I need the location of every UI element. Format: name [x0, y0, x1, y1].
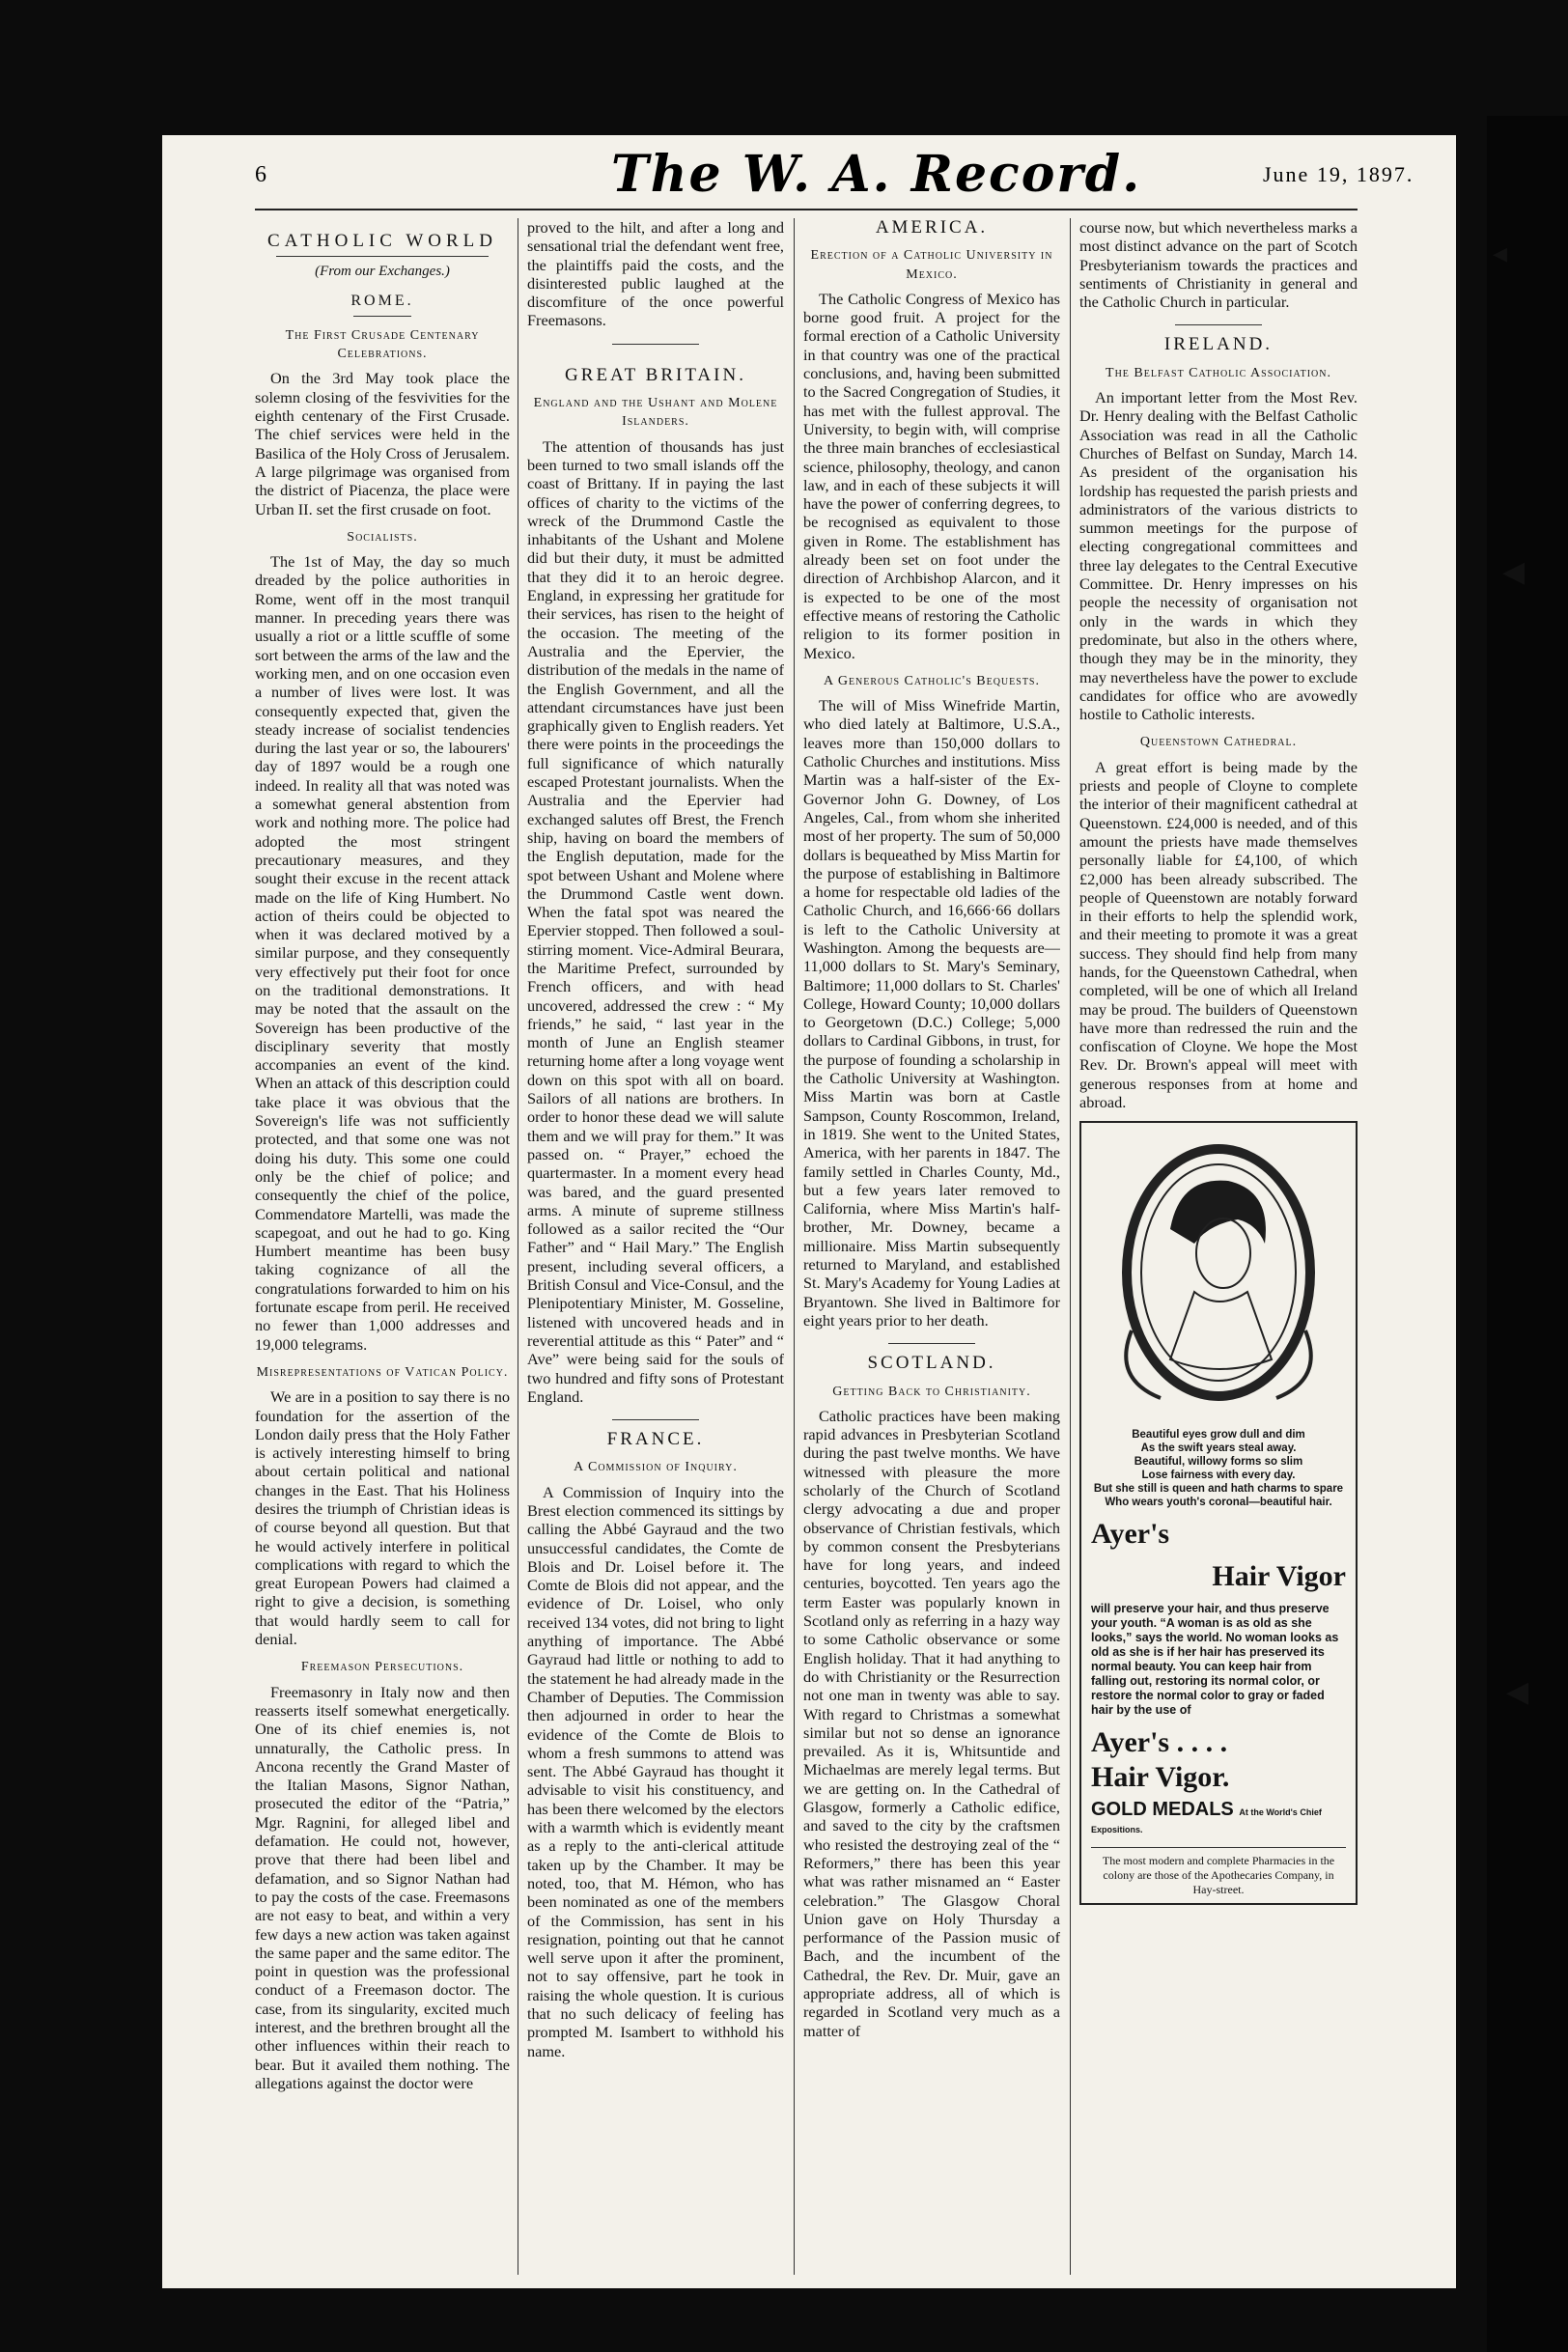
brand-name: Ayer's — [1091, 1518, 1170, 1551]
divider — [353, 316, 411, 317]
verse-line: But she still is queen and hath charms to spare — [1093, 1483, 1344, 1496]
verse-line: Who wears youth's coronal—beautiful hair. — [1105, 1497, 1332, 1509]
column-rule — [794, 218, 795, 2275]
margin-mark-2: ◀ — [1502, 556, 1526, 588]
article-heading: A Commission of Inquiry. — [574, 1460, 738, 1475]
article-heading: Queenstown Cathedral. — [1139, 735, 1298, 750]
divider — [1175, 324, 1262, 325]
advert-body: will preserve your hair, and thus preserve your youth. “A woman is as old as she looks,” says the world. No woman looks as old as she is if her hair has preserved its normal beauty. You can keep hair from falling out, restoring its normal color, or restore the normal color to gray or faded hair by the use of — [1091, 1602, 1339, 1718]
article-heading: Misrepresentations of Vatican Policy. — [256, 1364, 509, 1380]
article-heading: England and the Ushant and Molene Islanders. — [533, 396, 778, 430]
gold-medals — [1091, 1799, 1346, 1837]
column-rule — [1070, 218, 1071, 2275]
verse-line: Beautiful, willowy forms so slim — [1134, 1456, 1303, 1469]
article-text: The Catholic Congress of Mexico has borne good fruit. A project for the formal erection of a Catholic University in that country was one of the practical conclusions, and, having been submitted to the Sacred Congregation of Studies, it has met with the fullest approval. The University, to begin with, will comprise the three main branches of ecclesiastical science, philosophy, theology, and canon law, and in each of these subjects it will have the power of conferring degrees, to be recognised as equivalent to those given in Rome. The establishment has already been set on foot under the direction of Archbishop Alarcon, and it is expected to be one of the most effective means of restoring the Catholic religion to its former position in Mexico. — [803, 289, 1060, 662]
article-text: The 1st of May, the day so much dreaded by the police authorities in Rome, went off in the most tranquil manner. In preceding years there was usually a riot or a little scuffle of some sort between the arms of the law and the working men, and on one occasion even a number of lives were lost. It was consequently expected that, given the steady increase of socialist tendencies during the last year or so, the labourers' day of 1897 would be a rough one indeed. In reality all that was noted was a somewhat general abstention from work and nothing more. The police had adopted the most stringent precautionary measures, and they sought their excuse in the recent attack made on the life of King Humbert. No action of theirs could be objected to when it was declared motived by a similar purpose, and they consequently very effectively put their foot for once on the traditional demonstrations. It may be noted that the assault on the Sovereign has been productive of the disciplinary severity that mostly accompanies an event of the kind. When an attack of this description could take place it was obvious that the Sovereign's life was not sufficiently protected, and that some one was not doing his duty. This some one could only be the chief of police; and consequently the chief of the police, Commendatore Martelli, was made the scapegoat, and out he had to go. King Humbert meantime has been busy taking cognizance of all the congratulations forwarded to him on his fortunate escape from peril. He received no fewer than 1,000 addresses and 19,000 telegrams. — [255, 552, 510, 1354]
article-text: Freemasonry in Italy now and then reasserts itself somewhat energetically. One of its chief enemies is, not unnaturally, the Catholic press. In Ancona recently the Grand Master of the Italian Masons, Signor Nathan, prosecuted the editor of the “Patria,” Mgr. Ragnini, for alleged libel and defamation. He could not, however, prove that there had been libel and defamation, and so Signor Nathan had to pay the costs of the case. Freemasons are not easy to beat, and within a very few days a new action was taken against the same paper and the same editor. The point in question was the professional conduct of a Freemason doctor. The case, from its singularity, excited much interest, and the brethren brought all the other influences within their reach to bear. But it availed them nothing. The allegations against the doctor were — [255, 1682, 510, 2092]
section-title: ROME. — [350, 292, 414, 309]
article-heading: Erection of a Catholic University in Mexico. — [810, 248, 1053, 282]
article-text: Catholic practices have been making rapid advances in Presbyterian Scotland during the past twelve months. We have witnessed with pleasure the more scholarly of the Church of Scotland clergy advocating a due and proper observance of Christian festivals, which by common consent the Presbyterians have for long years, and indeed centuries, boycotted. Ten years ago the term Easter was popularly known in Scotland only as referring in a hazy way to some Catholic observance or some English holiday. That it had anything to do with Christianity or the Resurrection not one man in twenty was able to say. With regard to Christmas a somewhat similar but not so dense an ignorance prevailed. As it is, Whitsuntide and Michaelmas are merely legal terms. But we are getting on. In the Cathedral of Glasgow, formerly a Catholic edifice, and saved to the city by the craftsmen who resisted the destroying zeal of the “ Reformers,” there has been this year what was rather misnamed an “ Easter celebration.” The Glasgow Choral Union gave on Holy Thursday a performance of the Passion music of Bach, and the incumbent of the Cathedral, the Rev. Dr. Muir, gave an appropriate address, all of which is regarded in Scotland very much as a matter of — [803, 1406, 1060, 2040]
product-name: Hair Vigor. — [1091, 1761, 1230, 1794]
article-text: On the 3rd May took place the solemn closing of the fesvivities for the eighth centenary of the First Crusade. The chief services were held in the Basilica of the Holy Cross of Jerusalem. A large pilgrimage was organised from the district of Piacenza, the place were Urban II. set the first crusade on foot. — [255, 369, 510, 518]
advert-footer: The most modern and complete Pharmacies in the colony are those of the Apothecaries Company, in Hay-street. — [1091, 1847, 1346, 1897]
medals-note: At the World's Chief Expositions. — [1091, 1807, 1322, 1835]
section-title: GREAT BRITAIN. — [565, 364, 746, 385]
margin-mark-3: ◀ — [1506, 1676, 1529, 1708]
article-text: A Commission of Inquiry into the Brest election commenced its sittings by calling the Abbé Gayraud and the two unsuccessful candidates, the Comte de Blois and Dr. Loisel before it. The Comte de Blois did not appear, and the evidence of Dr. Loisel, who only received 134 votes, did not bring to light anything of importance. The Abbé Gayraud had little or nothing to add to the statement he had already made in the Chamber of Deputies. The Commission then adjourned in order to hear the evidence of the Comte de Blois to whom a fresh summons to attend was sent. The Abbé Gayraud has thought it advisable to visit his constituency, and has been there welcomed by the electors with a warmth which is evidently meant as a reply to the anti-clerical attitude taken up by the Chamber. It may be noted, too, that M. Hémon, who has been nominated as one of the members of the Commission, has sent in his resignation, pointing out that he cannot well serve upon it after the prominent, not to say offensive, part he took in raising the whole question. It is curious that no such delicacy of feeling has prompted M. Isambert to withhold his name. — [527, 1482, 784, 2060]
advert-verse — [1091, 1428, 1346, 1509]
section-title: CATHOLIC WORLD — [266, 231, 497, 251]
article-text: proved to the hilt, and after a long and sensational trial the defendant went free, the plaintiffs paid the costs, and the disinterested public laughed at the discomfiture of the once powerful Freemasons. — [527, 218, 784, 330]
article-text: A great effort is being made by the priests and people of Cloyne to complete the interior of their magnificent cathedral at Queenstown. £24,000 is needed, and of this amount the priests have made themselves personally liable for £4,100, of which £2,000 has been already subscribed. The people of Queenstown are notably forward in their efforts to help the splendid work, and their meeting to promote it was a great success. They should find help from many hands, for the Queenstown Cathedral, when completed, will be one of which all Ireland may be proud. The builders of Queenstown have more than redressed the ruin and the confiscation of Cloyne. We hope the Most Rev. Dr. Brown's appeal will meet with generous responses from at home and abroad. — [1079, 757, 1358, 1112]
verse-line: Beautiful eyes grow dull and dim — [1132, 1429, 1305, 1442]
scan-border — [1487, 116, 1568, 2352]
article-text: course now, but which nevertheless marks a most distinct advance on the part of Scotch Presbyterianism towards the practices and sentiments of Christianity in general and the Catholic Church in particular. — [1079, 218, 1358, 312]
divider — [888, 1343, 975, 1344]
column-3 — [803, 218, 1060, 2265]
brand-name: Ayer's . . . . — [1091, 1726, 1228, 1759]
article-heading: The First Crusade Centenary Celebrations. — [285, 327, 480, 362]
article-heading: A Generous Catholic's Bequests. — [824, 673, 1040, 688]
margin-mark-1: ◂ — [1493, 238, 1508, 269]
divider — [612, 1419, 699, 1420]
article-text: An important letter from the Most Rev. Dr. Henry dealing with the Belfast Catholic Association was read in all the Catholic Churches of Belfast on Sunday, March 14. As president of the organisation his lordship has requested the parish priests and administrators of the various districts to summon meetings for the purpose of electing congregational committees and three lay delegates to the Central Executive Committee. Dr. Henry impresses on his people the necessity of organisation not only in the wards in which they predominate, but also in the others where, though they may be in the minority, they may nevertheless have the power to exclude candidates for office who are avowedly hostile to Catholic interests. — [1079, 388, 1358, 724]
verse-line: As the swift years steal away. — [1140, 1442, 1297, 1455]
page-header — [162, 145, 1456, 204]
divider — [276, 256, 489, 257]
issue-date: June 19, 1897. — [1263, 162, 1414, 186]
page-number: 6 — [255, 162, 266, 187]
medals-label: GOLD MEDALS — [1091, 1799, 1234, 1821]
article-text: We are in a position to say there is no foundation for the assertion of the London daily press that the Holy Father is actively interesting himself to bring about certain political and national changes in the East. That his Holiness desires the triumph of Christian ideas is of course beyond all question. But that he would actively interfere in political complications with regard to which the great European Powers had claimed a right to give a decision, is something that would hardly seem to call for denial. — [255, 1387, 510, 1649]
column-2 — [527, 218, 784, 2265]
divider — [612, 344, 699, 345]
header-rule — [255, 209, 1358, 210]
article-heading: Socialists. — [347, 529, 418, 545]
masthead: The W. A. Record. — [611, 145, 1142, 204]
newspaper-page — [162, 135, 1456, 2288]
section-title: IRELAND. — [1163, 334, 1274, 355]
section-title: AMERICA. — [875, 218, 989, 238]
section-title: FRANCE. — [606, 1429, 705, 1450]
article-heading: Getting Back to Christianity. — [832, 1384, 1031, 1399]
column-4 — [1079, 218, 1358, 2265]
article-text: The attention of thousands has just been turned to two small islands off the coast of Brittany. If in paying the last offices of charity to the victims of the wreck of the Drummond Castle the inhabitants of the Ushant and Molene did but their duty, it must be admitted that they did it to an heroic degree. England, in expressing her gratitude for their services, has risen to the height of the occasion. The meeting of the Australia and the Epervier, the distribution of the medals in the name of the English Government, and all the attendant circumstances have just been graphically given to English readers. Yet there were points in the proceedings the full significance of which naturally escaped Protestant journalists. When the Australia and the Epervier had exchanged salutes off Brest, the French ship, having on board the members of the English deputation, made for the spot between Ushant and Molene where the Drummond Castle went down. When the fatal spot was neared the Epervier stopped. Then followed a soul-stirring moment. Vice-Admiral Beurara, the Maritime Prefect, surrounded by French officers, and with head uncovered, addressed the crew : “ My friends,” he said, “ last year in the month of June an English steamer returning home after a long voyage went down on this spot with all on board. Sailors of all nations are brothers. In order to honor these dead we will salute them and we will pray for them.” It was passed on. “ Prayer,” echoed the quartermaster. In a moment every head was bared, and the guard presented arms. A minute of supreme stillness followed as a sailor recited the “Our Father” and “ Hail Mary.” The English present, including several officers, a British Consul and Vice-Consul, and the Plenipotentiary Minister, M. Gosseline, listened with uncovered heads and in reverential attitude as this “ Pater” and “ Ave” were being said for the souls of two hundred and fifty sons of Protestant England. — [527, 436, 784, 1406]
product-name: Hair Vigor — [1212, 1560, 1346, 1593]
article-text: The will of Miss Winefride Martin, who died lately at Baltimore, U.S.A., leaves more than 150,000 dollars to Catholic Churches and institutions. Miss Martin was a half-sister of the Ex-Governor John G. Downey, of Los Angeles, Cal., from whom she inherited most of her property. The sum of 50,000 dollars is bequeathed by Miss Martin for the purpose of establishing in Baltimore a home for respectable old ladies of the Catholic Church, and 16,666·66 dollars is left to the Catholic University at Washington. Among the bequests are—11,000 dollars to St. Mary's Seminary, Baltimore; 11,000 dollars to St. Charles' College, Howard County; 10,000 dollars to Georgetown (D.C.) College; 5,000 dollars to Cardinal Gibbons, in trust, for the purpose of founding a scholarship in the Catholic University at Washington. Miss Martin was born at Castle Sampson, County Roscommon, Ireland, in 1819. She went to the United States, America, with her parents in 1847. The family settled in Charles County, Md., but a few years later removed to California, where Miss Martin's half-brother, Mr. Downey, became a millionaire. Miss Martin subsequently returned to Maryland, and established St. Mary's Academy for Young Ladies at Bryantown. She lived in Baltimore for eight years prior to her death. — [803, 696, 1060, 1330]
woman-portrait-illustration — [1091, 1133, 1346, 1422]
article-heading: The Belfast Catholic Association. — [1106, 365, 1331, 380]
hair-vigor-advert — [1079, 1121, 1358, 1905]
column-1 — [255, 218, 510, 2265]
section-title: SCOTLAND. — [867, 1353, 996, 1374]
source-note: (From our Exchanges.) — [315, 264, 450, 280]
verse-line: Lose fairness with every day. — [1141, 1470, 1296, 1482]
article-heading: Freemason Persecutions. — [300, 1660, 464, 1675]
